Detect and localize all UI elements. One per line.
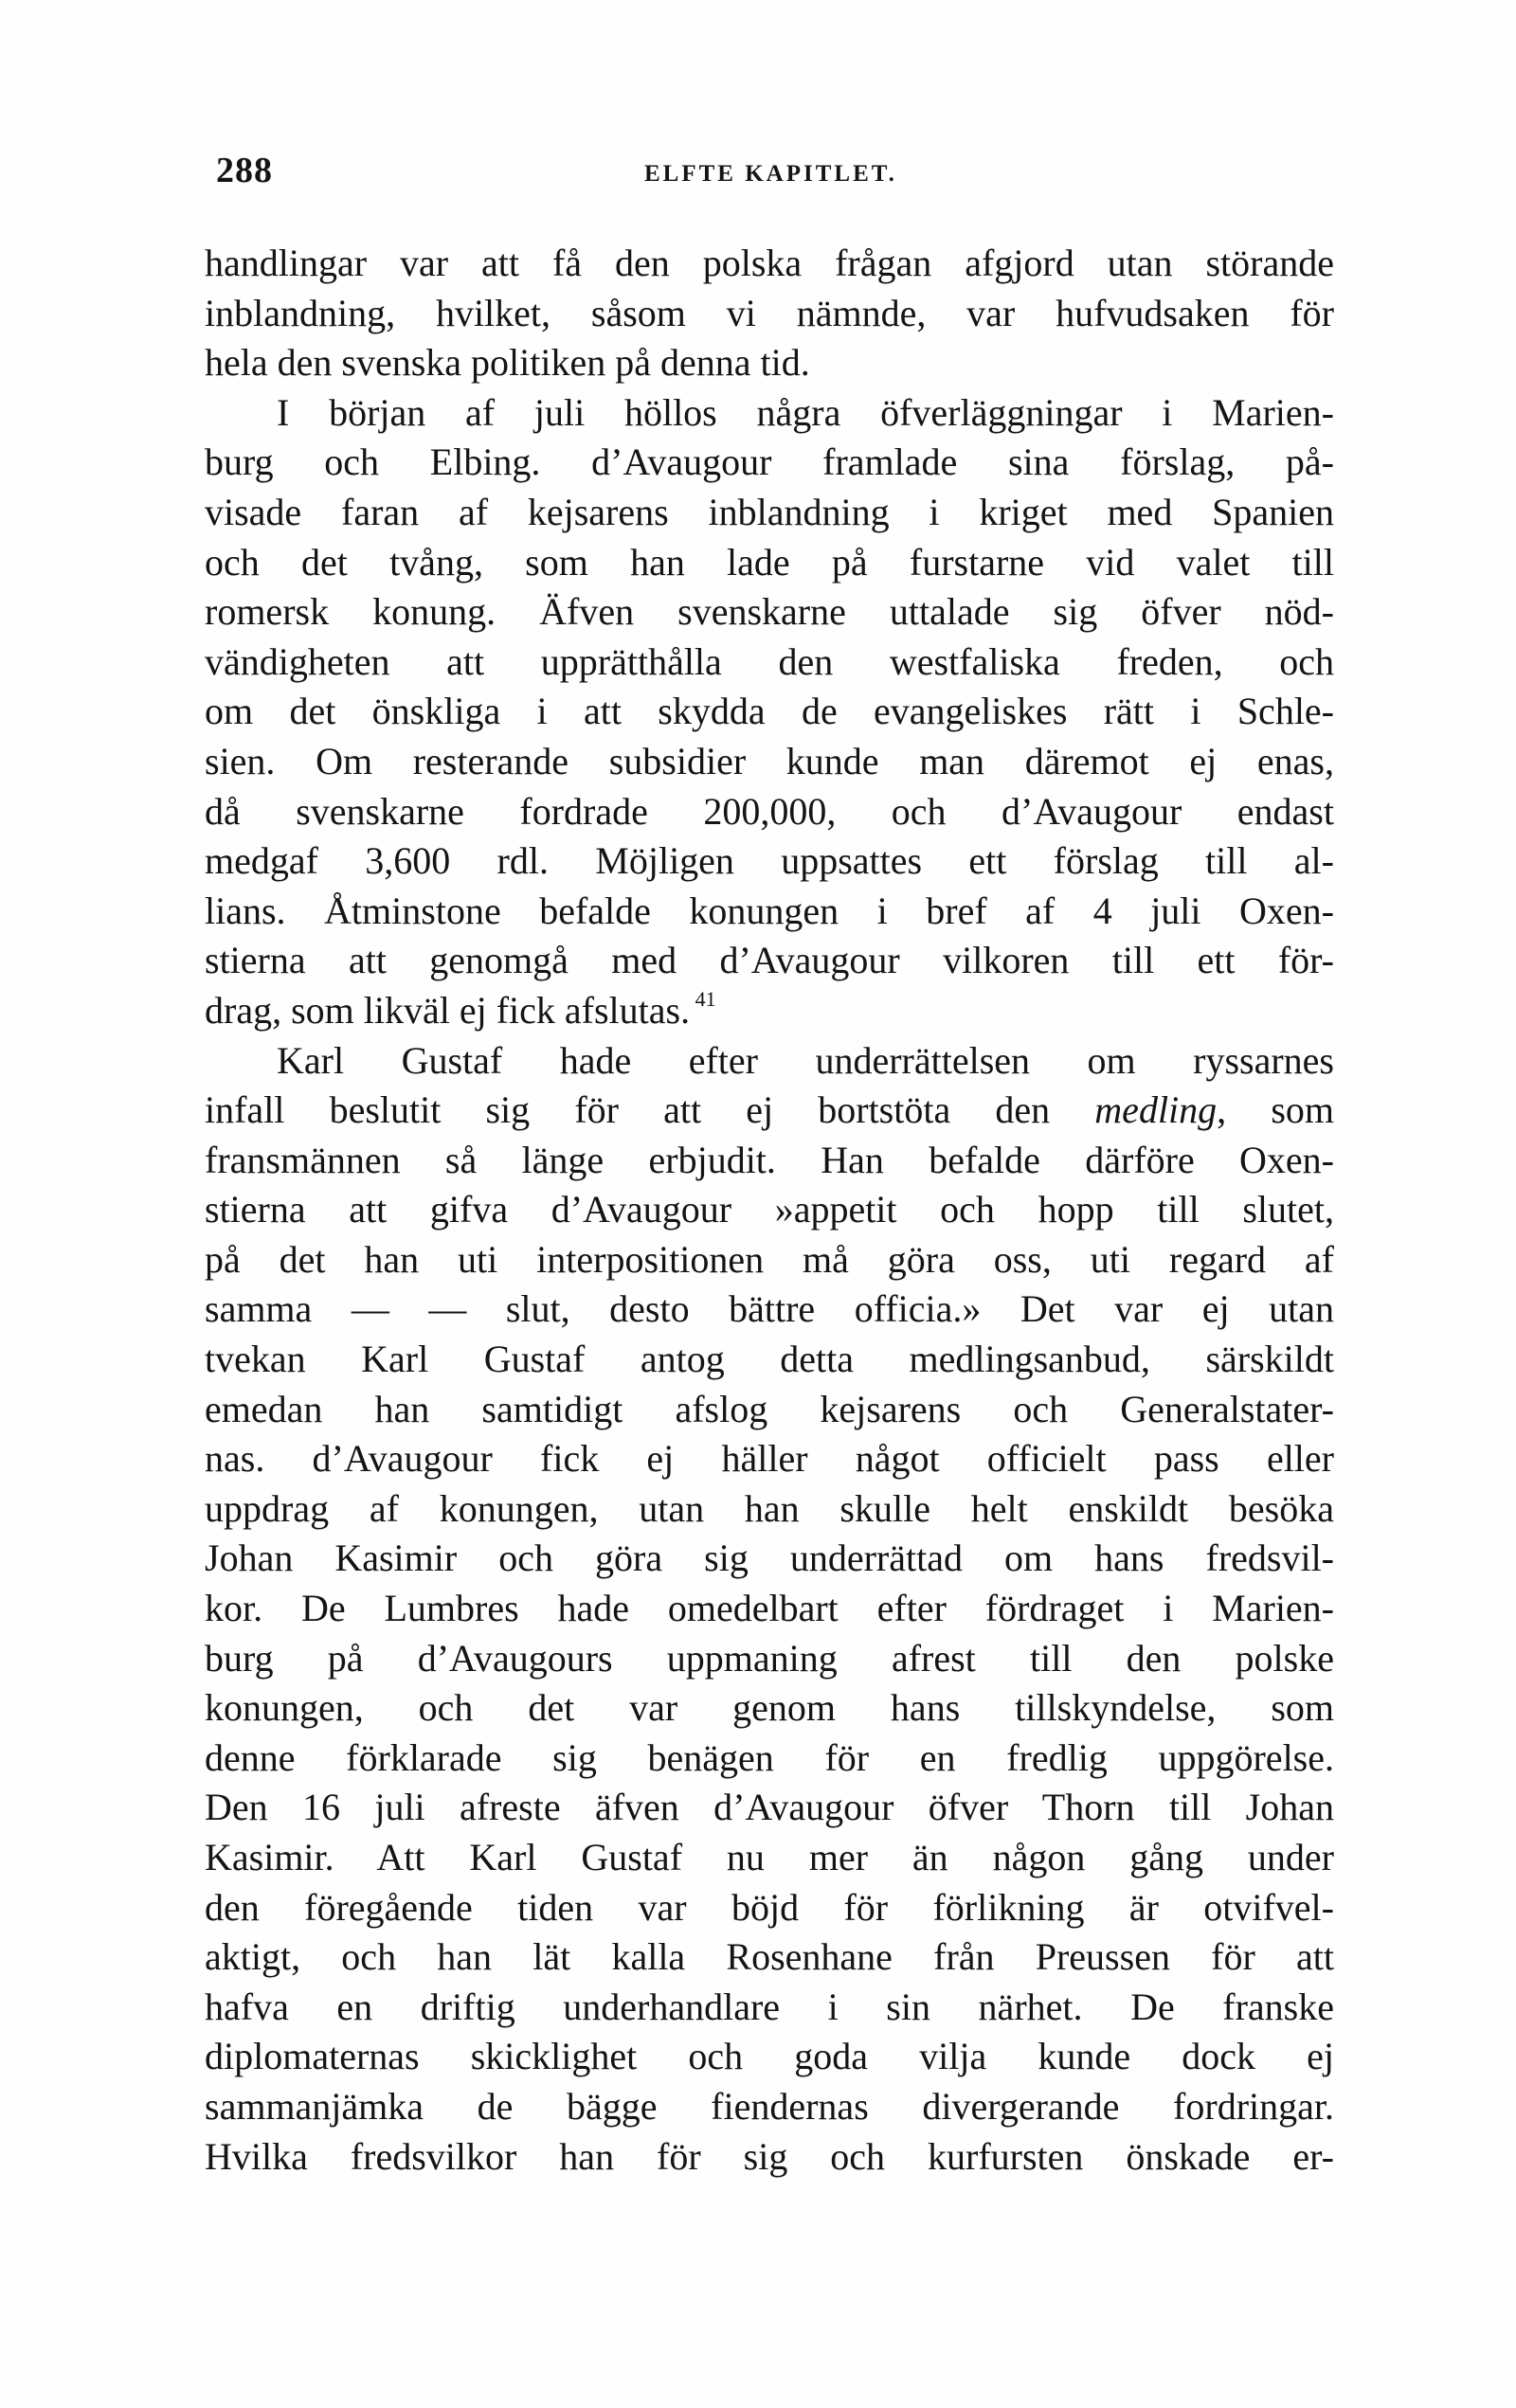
line-text: vändigheten att upprätthålla den westfaliska freden, och	[205, 639, 1334, 683]
text-line	[205, 2132, 1334, 2183]
line-text: infall beslutit sig för att ej bortstöta den	[205, 1088, 1051, 1132]
running-head: ELFTE KAPITLET.	[644, 161, 897, 187]
body-text	[205, 239, 1334, 2182]
text-line	[205, 1534, 1334, 1584]
line-text: emedan han samtidigt afslog kejsarens och Generalstater-	[205, 1387, 1334, 1430]
line-text: konungen, och det var genom hans tillskyndelse, som	[205, 1686, 1334, 1730]
emphasized-word: medling	[1094, 1088, 1218, 1132]
line-text: hela den svenska politiken på denna tid.	[205, 341, 810, 385]
text-line	[205, 1136, 1334, 1186]
text-line	[205, 1285, 1334, 1335]
text-line	[205, 388, 1334, 439]
text-line	[205, 986, 1334, 1036]
page-header	[205, 150, 1334, 207]
text-line	[205, 1434, 1334, 1484]
line-text: uppdrag af konungen, utan han skulle helt enskildt besöka	[205, 1486, 1334, 1530]
line-text: och det tvång, som han lade på furstarne vid valet till	[205, 540, 1334, 584]
text-line	[205, 1235, 1334, 1285]
line-text: burg på d’Avaugours uppmaning afrest till den polske	[205, 1636, 1334, 1680]
line-text: diplomaternas skicklighet och goda vilja kunde dock ej	[205, 2035, 1334, 2078]
line-text: lians. Åtminstone befalde konungen i bref af 4 juli Oxen-	[205, 889, 1334, 932]
line-text: stierna att gifva d’Avaugour »appetit och hopp till slutet,	[205, 1188, 1334, 1231]
line-text: på det han uti interpositionen må göra oss, uti regard af	[205, 1237, 1334, 1281]
line-text: nas. d’Avaugour fick ej häller något officielt pass eller	[205, 1437, 1334, 1481]
line-text: samma — — slut, desto bättre officia.» Det var ej utan	[205, 1287, 1334, 1331]
text-line	[205, 2082, 1334, 2132]
text-line	[205, 1086, 1334, 1136]
line-text: aktigt, och han lät kalla Rosenhane från Preussen för att	[205, 1935, 1334, 1979]
line-text: tvekan Karl Gustaf antog detta medlingsanbud, särskildt	[205, 1338, 1334, 1381]
line-text: kor. De Lumbres hade omedelbart efter fördraget i Marien-	[205, 1587, 1334, 1630]
text-line	[205, 1932, 1334, 1983]
line-text: om det önskliga i att skydda de evangeliskes rätt i Schle-	[205, 690, 1334, 733]
line-text: handlingar var att få den polska frågan afgjord utan störande	[205, 242, 1334, 284]
text-line	[205, 1833, 1334, 1883]
text-line	[205, 538, 1334, 588]
line-text: sien. Om resterande subsidier kunde man däremot ej enas,	[205, 739, 1334, 782]
text-line	[205, 836, 1334, 887]
text-line	[205, 1185, 1334, 1235]
line-text: sammanjämka de bägge fiendernas divergerande fordringar.	[205, 2084, 1334, 2128]
text-line	[205, 1634, 1334, 1684]
line-text: inblandning, hvilket, såsom vi nämnde, var hufvudsaken för	[205, 291, 1334, 334]
text-line	[205, 1683, 1334, 1734]
line-text: Hvilka fredsvilkor han för sig och kurfursten önskade er-	[205, 2134, 1334, 2178]
line-text: romersk konung. Äfven svenskarne uttalade sig öfver nöd-	[205, 590, 1334, 634]
text-line	[205, 488, 1334, 538]
line-text: den föregående tiden var böjd för förlikning är otvifvel-	[205, 1885, 1334, 1929]
line-text-continued: , som	[1217, 1088, 1334, 1132]
line-text: fransmännen så länge erbjudit. Han befalde därföre Oxen-	[205, 1138, 1334, 1181]
line-text: I början af juli höllos några öfverläggningar i Marien-	[277, 390, 1334, 434]
line-text: Den 16 juli afreste äfven d’Avaugour öfver Thorn till Johan	[205, 1786, 1334, 1829]
text-line	[205, 438, 1334, 488]
line-text: drag, som likväl ej fick afslutas.	[205, 988, 691, 1032]
line-text: hafva en driftig underhandlare i sin närhet. De franske	[205, 1985, 1334, 2028]
text-line	[205, 737, 1334, 787]
text-line	[205, 1783, 1334, 1833]
text-line	[205, 638, 1334, 688]
line-text: Johan Kasimir och göra sig underrättad om hans fredsvil-	[205, 1536, 1334, 1580]
text-line	[205, 338, 1334, 388]
line-text: stierna att genomgå med d’Avaugour vilkoren till ett för-	[205, 939, 1334, 982]
line-text: denne förklarade sig benägen för en fredlig uppgörelse.	[205, 1735, 1334, 1779]
line-text: Kasimir. Att Karl Gustaf nu mer än någon gång under	[205, 1836, 1334, 1878]
text-line	[205, 687, 1334, 737]
text-line	[205, 1584, 1334, 1634]
text-line	[205, 1036, 1334, 1087]
text-line	[205, 2032, 1334, 2082]
text-line	[205, 787, 1334, 837]
text-line	[205, 239, 1334, 289]
line-text: Karl Gustaf hade efter underrättelsen om ryssarnes	[277, 1038, 1334, 1082]
page-number: 288	[216, 151, 273, 190]
text-line	[205, 936, 1334, 986]
line-text: medgaf 3,600 rdl. Möjligen uppsattes ett förslag till al-	[205, 839, 1334, 883]
text-line	[205, 289, 1334, 339]
text-line	[205, 587, 1334, 638]
text-line	[205, 1335, 1334, 1385]
text-line	[205, 887, 1334, 937]
text-line	[205, 1385, 1334, 1435]
footnote-reference: 41	[690, 986, 716, 1011]
text-line	[205, 1484, 1334, 1535]
text-line	[205, 1883, 1334, 1933]
line-text: då svenskarne fordrade 200,000, och d’Avaugour endast	[205, 789, 1334, 833]
line-text: burg och Elbing. d’Avaugour framlade sina förslag, på-	[205, 440, 1334, 484]
text-line	[205, 1983, 1334, 2033]
text-line	[205, 1734, 1334, 1784]
line-text: visade faran af kejsarens inblandning i kriget med Spanien	[205, 490, 1334, 533]
